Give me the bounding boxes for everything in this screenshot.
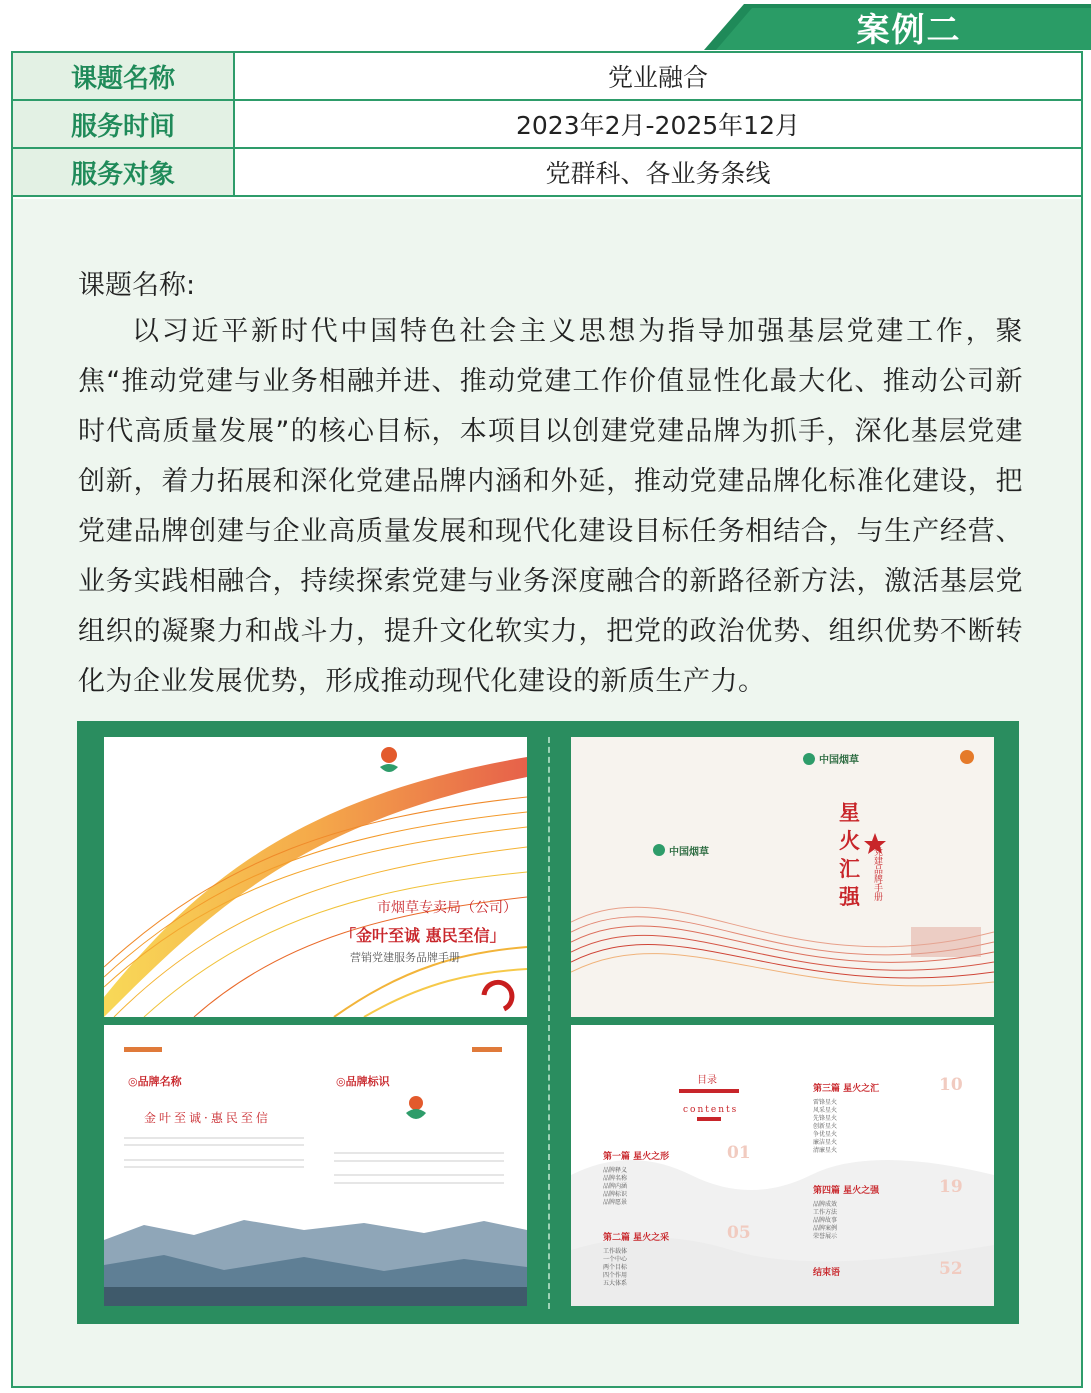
toc-chapter-items (813, 1099, 837, 1155)
cover1-subtitle: 营销党建服务品牌手册 (350, 951, 460, 964)
toc-item: 品牌案例 (813, 1225, 838, 1232)
toc-item: 品牌名称 (603, 1175, 628, 1182)
spark-manual-cover-image (571, 737, 994, 1017)
toc-chapter-items (603, 1167, 627, 1207)
cover2-subtitle: 党建品牌手册 (872, 847, 882, 901)
toc-title-en: contents (683, 1105, 739, 1115)
toc-item: 品牌内涵 (603, 1183, 628, 1190)
toc-chapter-page: 01 (727, 1143, 751, 1163)
toc-item: 两个目标 (603, 1264, 628, 1271)
cover2-title-char: 星 (839, 800, 860, 825)
toc-item: 品牌成效 (813, 1201, 838, 1208)
info-row (12, 100, 1082, 148)
info-label: 课题名称 (12, 52, 234, 100)
info-row (12, 52, 1082, 100)
info-value: 党业融合 (234, 52, 1082, 100)
spread-name-heading: ◎品牌名称 (128, 1075, 182, 1088)
cover1-slogan: 「金叶至诚 惠民至信」 (340, 926, 506, 945)
info-label: 服务对象 (12, 148, 234, 196)
toc-item: 五大体系 (603, 1280, 628, 1287)
toc-chapter-items (813, 1201, 837, 1241)
toc-chapter-name: 第二篇 星火之采 (603, 1233, 670, 1243)
cover2-brand-mid: 中国烟草 (669, 847, 709, 858)
toc-item: 品牌标识 (603, 1191, 628, 1198)
toc-chapter-page: 19 (939, 1177, 963, 1197)
cover1-org: 市烟草专卖局（公司） (377, 900, 517, 916)
toc-item: 创新星火 (813, 1123, 838, 1130)
info-value: 2023年2月-2025年12月 (234, 100, 1082, 148)
toc-item: 品牌释义 (603, 1167, 628, 1174)
spread-graphics (104, 1025, 527, 1306)
toc-item: 雷锋星火 (813, 1099, 838, 1106)
toc-item: 清廉星火 (813, 1147, 838, 1154)
toc-chapter-name: 第一篇 星火之形 (603, 1152, 670, 1162)
body-paragraph: 以习近平新时代中国特色社会主义思想为指导加强基层党建工作，聚焦“推动党建与业务相融并进、推动党建工作价值显性化最大化、推动公司新时代高质量发展”的核心目标，本项目以创建党建品牌为抓手，深化基层党建创新，着力拓展和深化党建品牌内涵和外延，推动党建品牌化标准化建设，把党建品牌创建与企业高质量发展和现代化建设目标任务相结合，与生产经营、业务实践相融合，持续探索党建与业务深度融合的新路径新方法，激活基层党组织的凝聚力和战斗力，提升文化软实力，把党的政治优势、组织优势不断转化为企业发展优势，形成推动现代化建设的新质生产力。 (78, 316, 1023, 697)
orange-wave-graphic (104, 737, 527, 1017)
gallery-divider (548, 737, 550, 1309)
toc-item: 一个中心 (603, 1256, 628, 1263)
toc-chapter-page: 52 (939, 1259, 963, 1279)
toc-page-image (571, 1025, 994, 1306)
info-value: 党群科、各业务条线 (234, 148, 1082, 196)
toc-title: 目录 (697, 1075, 717, 1086)
toc-chapter-items (603, 1248, 627, 1288)
cover2-title-char: 汇 (839, 856, 860, 881)
spread-name-value: 金叶至诚·惠民至信 (144, 1111, 271, 1125)
toc-item: 工作载体 (603, 1248, 628, 1255)
info-table (11, 51, 1083, 197)
cover2-brand-top: 中国烟草 (819, 755, 859, 766)
toc-chapter-name: 第四篇 星火之强 (813, 1186, 880, 1196)
body-heading: 课题名称: (78, 270, 196, 301)
case-tab-label: 案例二 (856, 10, 962, 49)
cover2-title-char: 强 (839, 884, 860, 909)
info-label: 服务时间 (12, 100, 234, 148)
toc-item: 品牌愿景 (603, 1199, 628, 1206)
red-wave-graphic (571, 737, 994, 1017)
toc-item: 荣誉展示 (813, 1233, 838, 1240)
toc-item: 工作方法 (813, 1209, 838, 1216)
toc-item: 品牌故事 (813, 1217, 838, 1224)
toc-graphics (571, 1025, 994, 1306)
toc-chapter-page: 10 (939, 1075, 963, 1095)
toc-item: 风采星火 (813, 1107, 838, 1114)
toc-item: 廉洁星火 (813, 1139, 838, 1146)
brand-manual-cover-image (104, 737, 527, 1017)
spread-mark-heading: ◎品牌标识 (336, 1075, 390, 1088)
info-row (12, 148, 1082, 196)
toc-chapter-name: 第三篇 星火之汇 (813, 1084, 880, 1094)
toc-item: 四个作用 (603, 1272, 628, 1279)
toc-chapter-page: 05 (727, 1223, 751, 1243)
brand-name-spread-image (104, 1025, 527, 1306)
toc-item: 先锋星火 (813, 1115, 838, 1122)
toc-item: 争优星火 (813, 1131, 838, 1138)
toc-chapter-name: 结束语 (813, 1268, 841, 1278)
case-tab (704, 0, 1091, 50)
cover2-title-char: 火 (839, 828, 860, 853)
